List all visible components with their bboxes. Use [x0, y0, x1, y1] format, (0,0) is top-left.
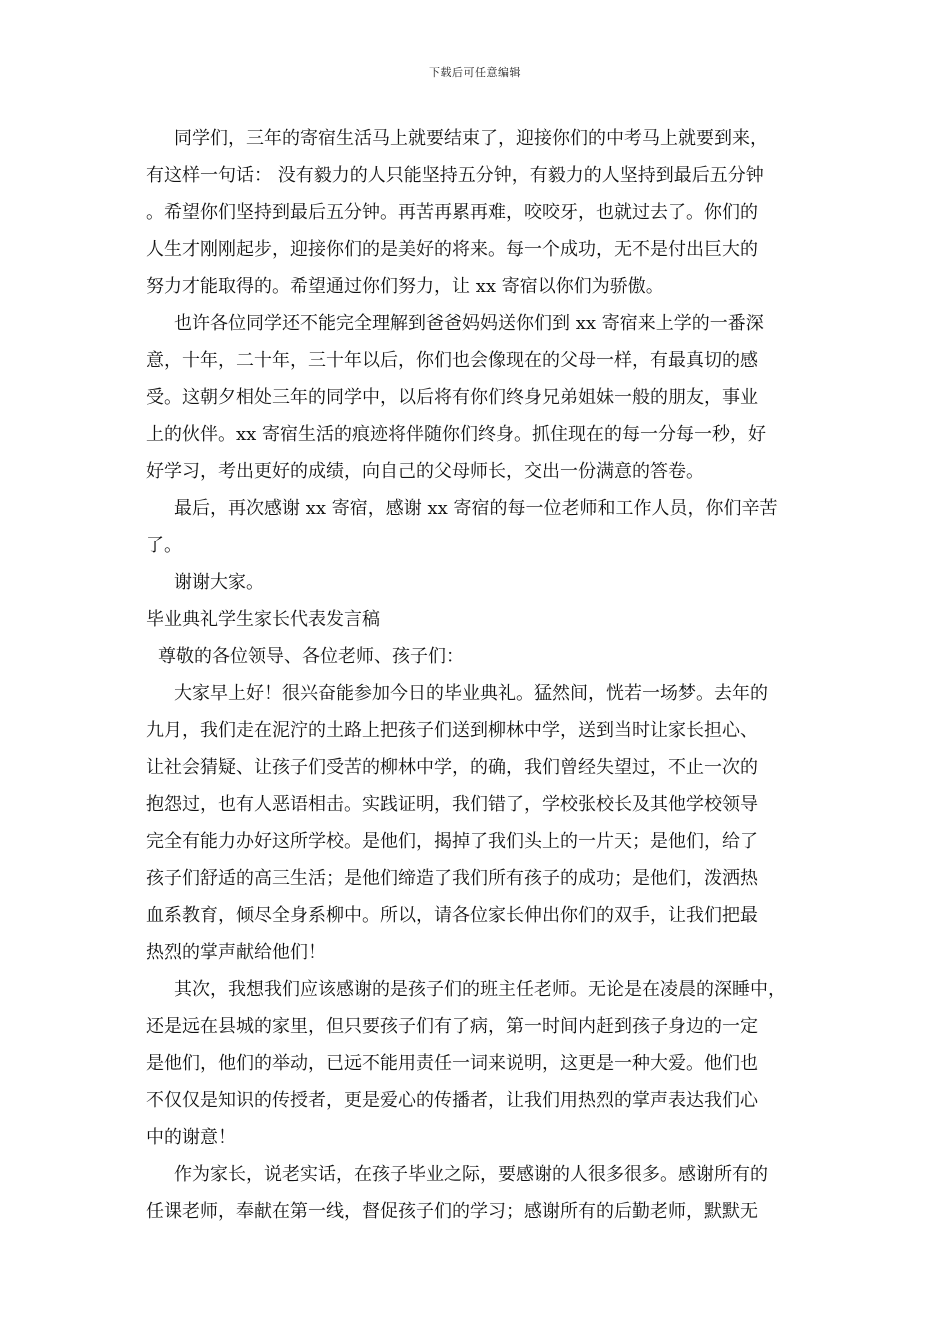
text-line: 热烈的掌声献给他们！: [146, 942, 326, 963]
text-line: 好学习，考出更好的成绩，向自己的父母师长，交出一份满意的答卷。: [146, 461, 704, 482]
text-line: 意，十年，二十年，三十年以后，你们也会像现在的父母一样，有最真切的感: [146, 350, 758, 371]
text-line: 谢谢大家。: [174, 572, 264, 593]
text-line: 是他们，他们的举动，已远不能用责任一词来说明，这更是一种大爱。他们也: [146, 1053, 758, 1074]
text-line: 任课老师，奉献在第一线，督促孩子们的学习；感谢所有的后勤老师，默默无: [146, 1201, 758, 1222]
text-line: 努力才能取得的。希望通过你们努力，让 xx 寄宿以你们为骄傲。: [146, 276, 664, 297]
text-line: 作为家长，说老实话，在孩子毕业之际，要感谢的人很多很多。感谢所有的: [174, 1164, 768, 1185]
text-line: 受。这朝夕相处三年的同学中，以后将有你们终身兄弟姐妹一般的朋友，事业: [146, 387, 758, 408]
text-line: 了。: [146, 535, 182, 556]
text-line: 有这样一句话： 没有毅力的人只能坚持五分钟，有毅力的人坚持到最后五分钟: [146, 165, 764, 186]
page-header-note: 下载后可任意编辑: [429, 66, 521, 79]
text-line: 人生才刚刚起步，迎接你们的是美好的将来。每一个成功，无不是付出巨大的: [146, 239, 758, 260]
text-line: 上的伙伴。xx 寄宿生活的痕迹将伴随你们终身。抓住现在的每一分每一秒，好: [146, 424, 767, 445]
text-line: 尊敬的各位领导、各位老师、孩子们：: [158, 646, 464, 667]
text-line: 还是远在县城的家里，但只要孩子们有了病，第一时间内赶到孩子身边的一定: [146, 1016, 758, 1037]
text-line: 大家早上好！很兴奋能参加今日的毕业典礼。猛然间，恍若一场梦。去年的: [174, 683, 768, 704]
text-line: 毕业典礼学生家长代表发言稿: [146, 609, 380, 630]
text-line: 不仅仅是知识的传授者，更是爱心的传播者，让我们用热烈的掌声表达我们心: [146, 1090, 758, 1111]
text-line: 同学们，三年的寄宿生活马上就要结束了，迎接你们的中考马上就要到来，: [174, 128, 768, 149]
text-line: 完全有能力办好这所学校。是他们，揭掉了我们头上的一片天；是他们，给了: [146, 831, 758, 852]
text-line: 也许各位同学还不能完全理解到爸爸妈妈送你们到 xx 寄宿来上学的一番深: [174, 313, 764, 334]
text-line: 抱怨过，也有人恶语相击。实践证明，我们错了，学校张校长及其他学校领导: [146, 794, 758, 815]
text-line: 血系教育，倾尽全身系柳中。所以，请各位家长伸出你们的双手，让我们把最: [146, 905, 758, 926]
document-body: [146, 120, 806, 1230]
text-line: 其次，我想我们应该感谢的是孩子们的班主任老师。无论是在凌晨的深睡中，: [174, 979, 786, 1000]
text-line: 。希望你们坚持到最后五分钟。再苦再累再难，咬咬牙，也就过去了。你们的: [146, 202, 758, 223]
text-line: 让社会猜疑、让孩子们受苦的柳林中学，的确，我们曾经失望过，不止一次的: [146, 757, 758, 778]
text-line: 孩子们舒适的高三生活；是他们缔造了我们所有孩子的成功；是他们，泼洒热: [146, 868, 758, 889]
text-line: 九月，我们走在泥泞的土路上把孩子们送到柳林中学，送到当时让家长担心、: [146, 720, 758, 741]
text-line: 最后，再次感谢 xx 寄宿，感谢 xx 寄宿的每一位老师和工作人员，你们辛苦: [174, 498, 778, 519]
text-line: 中的谢意！: [146, 1127, 236, 1148]
